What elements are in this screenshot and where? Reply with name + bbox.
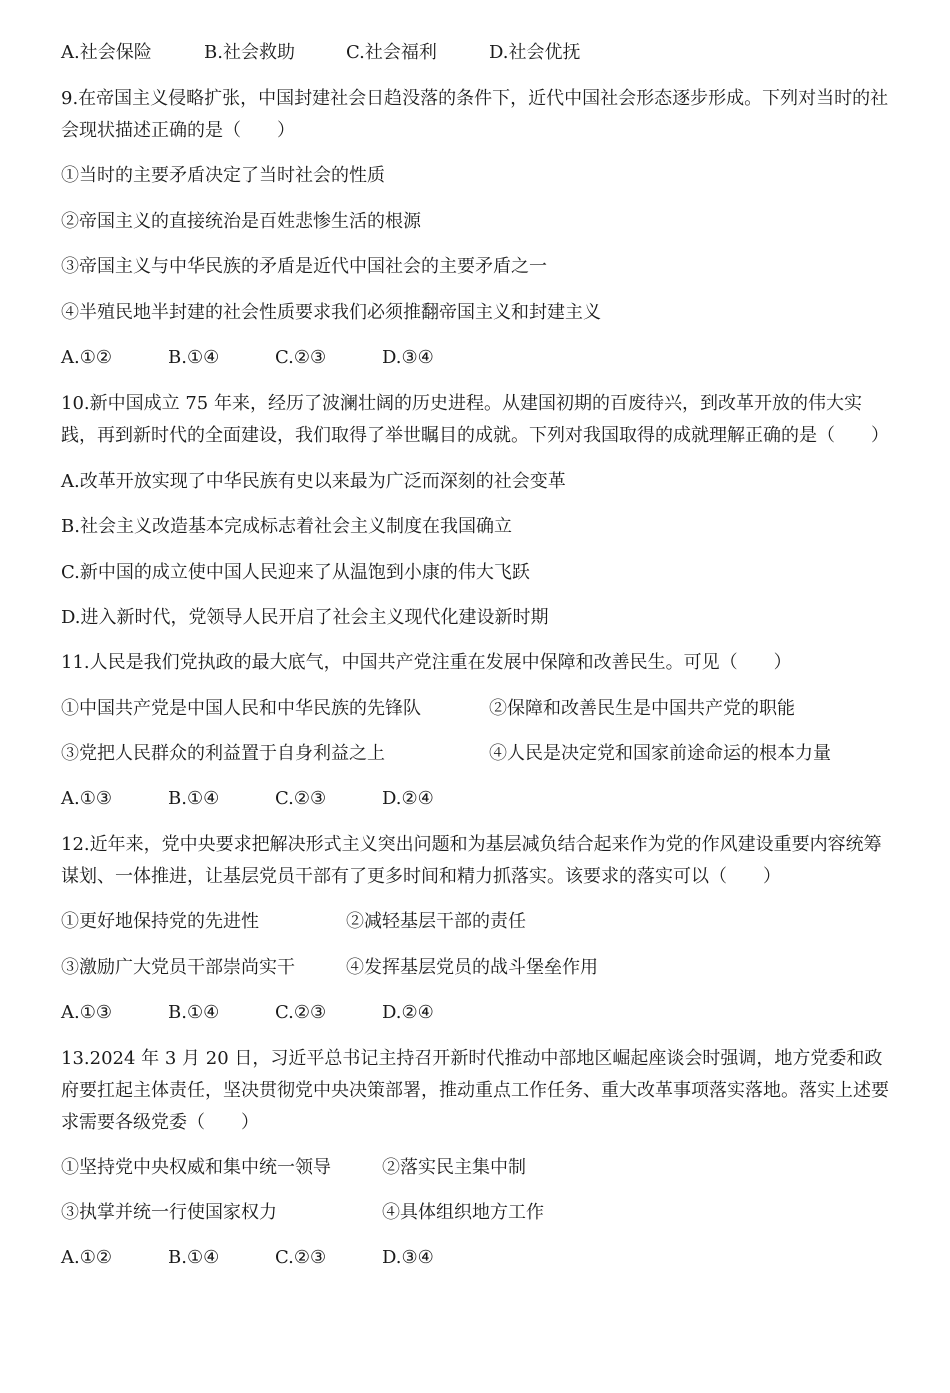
q13-option-a: A.①②: [61, 1247, 112, 1268]
q10-option-d: D.进入新时代，党领导人民开启了社会主义现代化建设新时期: [61, 607, 549, 628]
q9-stem: 9.在帝国主义侵略扩张，中国封建社会日趋没落的条件下，近代中国社会形态逐步形成。下列对当时的社会现状描述正确的是（ ）: [61, 88, 889, 141]
q13-item-2: ②落实民主集中制: [382, 1157, 526, 1178]
q12-item-2: ②减轻基层干部的责任: [346, 911, 526, 932]
q11-option-d: D.②④: [382, 788, 434, 809]
q11-option-a: A.①③: [61, 788, 112, 809]
q9-option-d: D.③④: [382, 347, 434, 368]
q11-item-3: ③党把人民群众的利益置于自身利益之上: [61, 743, 385, 764]
q9-option-a: A.①②: [61, 347, 112, 368]
q12-option-a: A.①③: [61, 1002, 112, 1023]
q8-option-d: D.社会优抚: [489, 42, 581, 63]
q11-stem: 11.人民是我们党执政的最大底气，中国共产党注重在发展中保障和改善民生。可见（ ）: [61, 652, 792, 673]
q10-stem: 10.新中国成立 75 年来，经历了波澜壮阔的历史进程。从建国初期的百废待兴，到改革开放的伟大实践，再到新时代的全面建设，我们取得了举世瞩目的成就。下列对我国取得的成就理解正确的是（ ）: [61, 393, 889, 446]
q12-stem: 12.近年来，党中央要求把解决形式主义突出问题和为基层减负结合起来作为党的作风建设重要内容统筹谋划、一体推进，让基层党员干部有了更多时间和精力抓落实。该要求的落实可以（ ）: [61, 834, 882, 887]
q9-item-1: ①当时的主要矛盾决定了当时社会的性质: [61, 165, 385, 186]
q8-option-b: B.社会救助: [204, 42, 295, 63]
q9-option-c: C.②③: [275, 347, 327, 368]
q12-option-c: C.②③: [275, 1002, 327, 1023]
q10-option-b: B.社会主义改造基本完成标志着社会主义制度在我国确立: [61, 516, 512, 537]
q13-item-1: ①坚持党中央权威和集中统一领导: [61, 1157, 331, 1178]
q12-item-4: ④发挥基层党员的战斗堡垒作用: [346, 957, 598, 978]
q9-option-b: B.①④: [168, 347, 220, 368]
q12-item-3: ③激励广大党员干部崇尚实干: [61, 957, 295, 978]
q13-option-b: B.①④: [168, 1247, 220, 1268]
q11-option-c: C.②③: [275, 788, 327, 809]
q9-item-3: ③帝国主义与中华民族的矛盾是近代中国社会的主要矛盾之一: [61, 256, 547, 277]
q13-stem: 13.2024 年 3 月 20 日，习近平总书记主持召开新时代推动中部地区崛起座谈会时强调，地方党委和政府要扛起主体责任，坚决贯彻党中央决策部署，推动重点工作任务、重大改革事项落实落地。落实上述要求需要各级党委（ ）: [61, 1048, 889, 1133]
q12-item-1: ①更好地保持党的先进性: [61, 911, 259, 932]
q8-option-a: A.社会保险: [61, 42, 152, 63]
q13-option-d: D.③④: [382, 1247, 434, 1268]
q9-item-2: ②帝国主义的直接统治是百姓悲惨生活的根源: [61, 211, 421, 232]
q11-item-1: ①中国共产党是中国人民和中华民族的先锋队: [61, 698, 421, 719]
q13-item-4: ④具体组织地方工作: [382, 1202, 544, 1223]
q11-option-b: B.①④: [168, 788, 220, 809]
q10-option-a: A.改革开放实现了中华民族有史以来最为广泛而深刻的社会变革: [61, 471, 566, 492]
q9-item-4: ④半殖民地半封建的社会性质要求我们必须推翻帝国主义和封建主义: [61, 302, 601, 323]
q8-option-c: C.社会福利: [346, 42, 437, 63]
q10-option-c: C.新中国的成立使中国人民迎来了从温饱到小康的伟大飞跃: [61, 562, 530, 583]
q11-item-4: ④人民是决定党和国家前途命运的根本力量: [489, 743, 831, 764]
q11-item-2: ②保障和改善民生是中国共产党的职能: [489, 698, 795, 719]
q13-option-c: C.②③: [275, 1247, 327, 1268]
q12-option-b: B.①④: [168, 1002, 220, 1023]
q13-item-3: ③执掌并统一行使国家权力: [61, 1202, 277, 1223]
q12-option-d: D.②④: [382, 1002, 434, 1023]
